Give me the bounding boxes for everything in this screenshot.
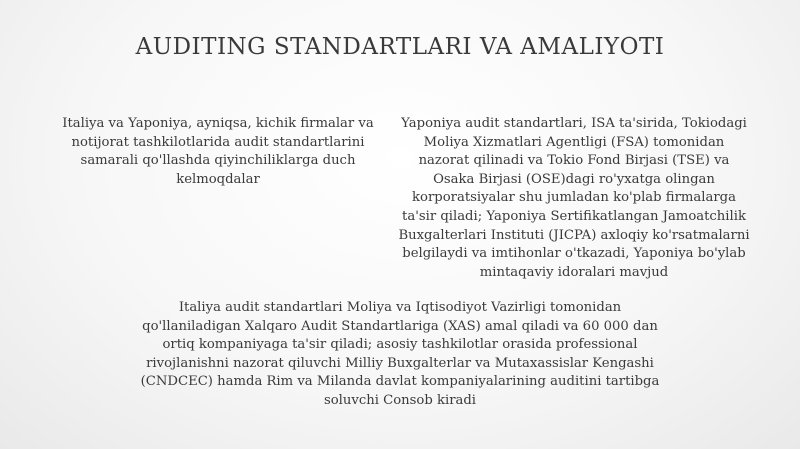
left-text-block: Italiya va Yaponiya, ayniqsa, kichik firmalar va notijorat tashkilotlarida audit standartlarini samarali qo'llashda qiyinchiliklarga duch kelmoqdalar	[62, 116, 374, 187]
slide-title: AUDITING STANDARTLARI VA AMALIYOTI	[135, 34, 665, 60]
right-text-block: Yaponiya audit standartlari, ISA ta'sirida, Tokiodagi Moliya Xizmatlari Agentligi (FSA) tomonidan nazorat qilinadi va Tokio Fond Birjasi (TSE) va Osaka Birjasi (OSE)dagi ro'yxatga olingan korporatsiyalar shu jumladan ko'plab firmalarga ta'sir qiladi; Yaponiya Sertifikatlangan Jamoatchilik Buxgalterlari Instituti (JICPA) axloqiy ko'rsatmalarni belgilaydi va imtihonlar o'tkazadi, Yaponiya bo'ylab mintaqaviy idoralari mavjud	[398, 116, 750, 280]
bottom-text-block: Italiya audit standartlari Moliya va Iqtisodiyot Vazirligi tomonidan qo'llaniladigan Xalqaro Audit Standartlariga (XAS) amal qiladi va 60 000 dan ortiq kompaniyaga ta'sir qiladi; asosiy tashkilotlar orasida professional rivojlanishni nazorat qiluvchi Milliy Buxgalterlar va Mutaxassislar Kengashi (CNDCEC) hamda Rim va Milanda davlat kompaniyalarining auditini tartibga soluvchi Consob kiradi	[140, 300, 660, 408]
